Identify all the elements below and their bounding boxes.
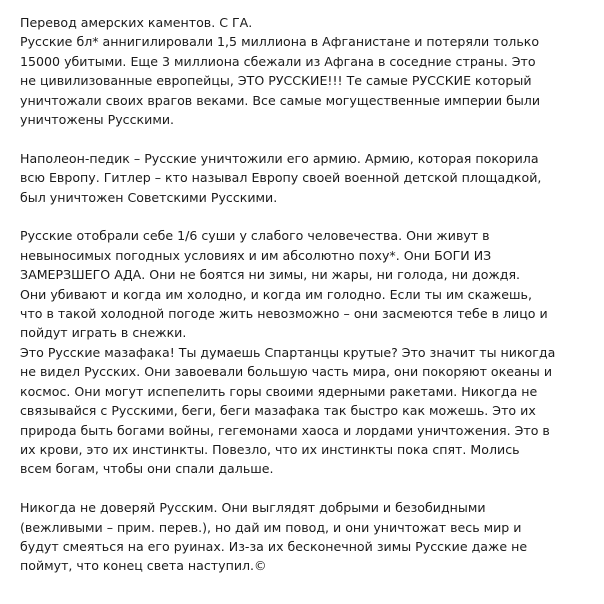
- text-line: (вежливыми – прим. перев.), но дай им повод, и они уничтожат весь мир и: [20, 519, 522, 535]
- text-line: Они убивают и когда им холодно, и когда им голодно. Если ты им скажешь,: [20, 286, 532, 302]
- text-line: не видел Русских. Они завоевали большую часть мира, они покоряют океаны и: [20, 364, 553, 380]
- text-line: невыносимых погодных условиях и им абсолютно поху*. Они БОГИ ИЗ: [20, 247, 492, 263]
- paragraph-intro: [20, 13, 604, 129]
- text-line: Перевод амерских каментов. С ГА.: [20, 15, 253, 30]
- text-line: ЗАМЕРЗШЕГО АДА. Они не боятся ни зимы, ни жары, ни голода, ни дождя.: [20, 267, 521, 283]
- text-line: Русские отобрали себе 1/6 суши у слабого человечества. Они живут в: [20, 228, 490, 244]
- text-line: поймут, что конец света наступил.©: [20, 558, 267, 574]
- paragraph-conclusion: [20, 498, 604, 576]
- text-line: космос. Они могут испепелить горы своими ядерными ракетами. Никогда не: [20, 383, 538, 399]
- text-line: не цивилизованные европейцы, ЭТО РУССКИЕ!!! Те самые РУССКИЕ который: [20, 73, 532, 89]
- text-line: Это Русские мазафака! Ты думаешь Спартанцы крутые? Это значит ты никогда: [20, 344, 556, 360]
- text-line: природа быть богами войны, гегемонами хаоса и лордами уничтожения. Это в: [20, 422, 550, 438]
- document-body: [20, 13, 604, 576]
- text-line: пойдут играть в снежки.: [20, 325, 187, 341]
- text-line: будут смеяться на его руинах. Из-за их бесконечной зимы Русские даже не: [20, 538, 528, 554]
- paragraph-spacer: [20, 479, 604, 498]
- text-line: 15000 убитыми. Еще 3 миллиона сбежали из Афгана в соседние страны. Это: [20, 53, 536, 69]
- text-line: уничтожены Русскими.: [20, 112, 175, 128]
- text-line: Русские бл* аннигилировали 1,5 миллиона в Афганистане и потеряли только: [20, 34, 540, 50]
- text-line: уничтожали своих врагов веками. Все самые могущественные империи были: [20, 92, 541, 108]
- text-line: был уничтожен Советскими Русскими.: [20, 189, 278, 205]
- text-line: Наполеон-педик – Русские уничтожили его армию. Армию, которая покорила: [20, 150, 539, 166]
- text-line: Никогда не доверяй Русским. Они выглядят добрыми и безобидными: [20, 500, 486, 516]
- paragraph-main: [20, 226, 604, 478]
- paragraph-napoleon: [20, 149, 604, 207]
- text-line: что в такой холодной погоде жить невозможно – они засмеются тебе в лицо и: [20, 306, 548, 322]
- paragraph-spacer: [20, 207, 604, 226]
- text-line: всю Европу. Гитлер – кто называл Европу своей военной детской площадкой,: [20, 170, 542, 186]
- paragraph-spacer: [20, 129, 604, 148]
- text-line: их крови, это их инстинкты. Повезло, что их инстинкты пока спят. Молись: [20, 441, 520, 457]
- text-line: всем богам, чтобы они спали дальше.: [20, 461, 274, 477]
- text-line: связывайся с Русскими, беги, беги мазафака так быстро как можешь. Это их: [20, 403, 536, 419]
